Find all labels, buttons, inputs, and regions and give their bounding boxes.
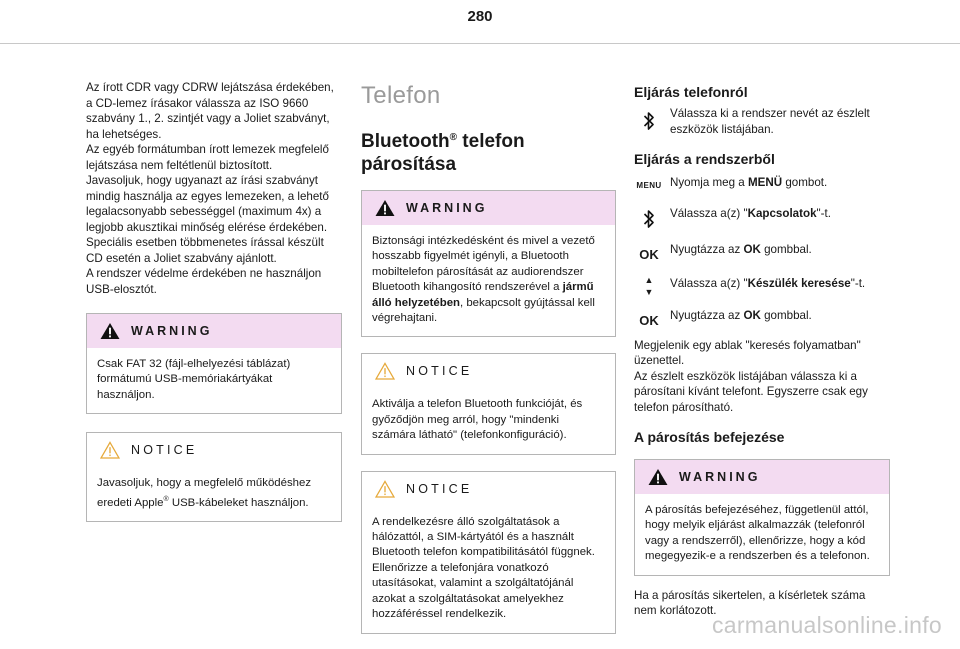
ok-icon: OK xyxy=(639,312,659,328)
notice-text: A rendelkezésre álló szolgáltatások a hálózattól, a SIM-kártyától és a használt Bluetooth telefon kompatibilitásától függnek. Ellenőrizze a telefonjára vonatkozó utasításokat, valamint a szolgáltatójánál azokat a szolgáltatásokat amelyekhez hozzáféréssel rendelkezik. xyxy=(372,515,595,621)
notice-text: Aktiválja a telefon Bluetooth funkcióját, és győződjön meg arról, hogy "mindenki számára látható" (telefonkonfiguráció). xyxy=(372,398,583,442)
notice-header xyxy=(362,472,615,506)
watermark: carmanualsonline.info xyxy=(711,612,942,638)
intro-paragraph: Az egyéb formátumban írott lemezek megfelelő lejátszása nem feltétlenül biztosított. xyxy=(86,143,329,172)
step-phone-select xyxy=(634,106,890,137)
final-paragraph: Ha a párosítás sikertelen, a kísérletek száma nem korlátozott. xyxy=(634,588,866,618)
step-text: Nyomja meg a MENÜ gombot. xyxy=(670,176,828,189)
step-text: Nyugtázza az OK gombbal. xyxy=(670,308,812,322)
ok-icon: OK xyxy=(639,246,659,262)
heading-from-phone: Eljárás telefonról xyxy=(634,84,748,100)
notice-box-apple-cables xyxy=(86,432,342,522)
notice-header xyxy=(87,433,341,467)
column-right xyxy=(634,84,890,619)
warning-header xyxy=(87,314,341,348)
step-text: Válassza ki a rendszer nevét az észlelt eszközök listájában. xyxy=(670,107,870,136)
section-title: Telefon xyxy=(361,82,441,109)
notice-label: NOTICE xyxy=(406,481,473,496)
warning-body xyxy=(362,225,615,336)
notice-body xyxy=(362,506,615,633)
menu-icon: MENU xyxy=(636,181,662,190)
step-text: Válassza a(z) "Készülék keresése"-t. xyxy=(670,276,866,290)
notice-triangle-icon xyxy=(374,362,396,380)
page-number: 280 xyxy=(467,8,493,25)
warning-text: Csak FAT 32 (fájl-elhelyezési táblázat) formátumú USB-memóriakártyákat használjon. xyxy=(97,358,291,401)
bluetooth-icon xyxy=(643,208,655,230)
bluetooth-pairing-heading: Bluetooth® telefon párosítása xyxy=(361,131,525,175)
heading-from-system: Eljárás a rendszerből xyxy=(634,151,775,167)
warning-box-usb-format xyxy=(86,313,342,414)
heading-finish-pairing: A párosítás befejezése xyxy=(634,429,785,445)
notice-header xyxy=(362,354,615,388)
warning-body xyxy=(87,348,341,413)
notice-text: Javasoljuk, hogy a megfelelő működéshez eredeti Apple® USB-kábeleket használjon. xyxy=(97,477,312,509)
paragraph: Megjelenik egy ablak "keresés folyamatban" üzenettel. xyxy=(634,338,861,367)
warning-body xyxy=(635,494,889,575)
warning-label: WARNING xyxy=(131,324,213,338)
notice-box-bluetooth-visible xyxy=(361,353,616,454)
warning-text: Biztonsági intézkedésként és mivel a vezető hosszabb figyelmét igényli, a Bluetooth mobiltelefon párosítását az audiorendszer Bluetooth kihangosító rendszerével a jármű álló helyzetében, bekapcsolt gyújtással kell végrehajtani. xyxy=(372,235,595,325)
notice-label: NOTICE xyxy=(131,443,198,458)
cd-usb-intro xyxy=(86,80,342,297)
warning-triangle-icon xyxy=(647,468,669,486)
warning-label: WARNING xyxy=(679,470,761,484)
warning-triangle-icon xyxy=(374,199,396,217)
notice-triangle-icon xyxy=(99,441,121,459)
warning-triangle-icon xyxy=(99,322,121,340)
warning-text: A párosítás befejezéséhez, függetlenül attól, hogy melyik eljárást alkalmazzák (telefonról vagy a rendszerről), ellenőrizze, hogy a kód megegyezik-e a rendszerben és a telefonon. xyxy=(645,504,870,563)
intro-paragraph: Javasoljuk, hogy ugyanazt az írási szabványt mindig használja az egyes lemezeken, a lehető legalacsonyabb sebességgel (maximum 4x) a legjobb akusztikai minőség elérése érdekében. xyxy=(86,174,329,234)
notice-body xyxy=(362,388,615,453)
search-results-text xyxy=(634,338,890,416)
notice-label: NOTICE xyxy=(406,364,473,379)
step-text: Nyugtázza az OK gombbal. xyxy=(670,242,812,256)
warning-box-code-check xyxy=(634,459,890,576)
warning-header xyxy=(635,460,889,494)
bluetooth-icon xyxy=(643,110,655,132)
step-device-search xyxy=(634,274,890,298)
step-ok-2 xyxy=(634,308,890,328)
warning-header xyxy=(362,191,615,225)
notice-box-services xyxy=(361,471,616,634)
up-down-arrows-icon: ▲ ▼ xyxy=(644,274,654,297)
notice-body xyxy=(87,467,341,521)
step-menu xyxy=(634,175,890,191)
column-middle xyxy=(361,80,616,634)
step-connections xyxy=(634,204,890,230)
warning-label: WARNING xyxy=(406,201,488,215)
intro-paragraph: A rendszer védelme érdekében ne használjon USB-elosztót. xyxy=(86,267,322,296)
step-ok-1 xyxy=(634,242,890,262)
column-left xyxy=(86,80,342,522)
notice-triangle-icon xyxy=(374,480,396,498)
paragraph: Az észlelt eszközök listájában válassza ki a párosítani kívánt telefont. Egyszerre csak egy telefon párosítható. xyxy=(634,369,868,414)
top-divider xyxy=(0,43,960,44)
intro-paragraph: Az írott CDR vagy CDRW lejátszása érdekében, a CD-lemez írásakor válassza az ISO 9660 szabvány 1., 2. szintjét vagy a Joliet szabványt, ha lehetséges. xyxy=(86,81,334,141)
intro-paragraph: Speciális esetben többmenetes írással készült CD esetén a Joliet szabvány ajánlott. xyxy=(86,236,324,265)
step-text: Válassza a(z) "Kapcsolatok"-t. xyxy=(670,206,831,220)
warning-box-pairing-safety xyxy=(361,190,616,337)
